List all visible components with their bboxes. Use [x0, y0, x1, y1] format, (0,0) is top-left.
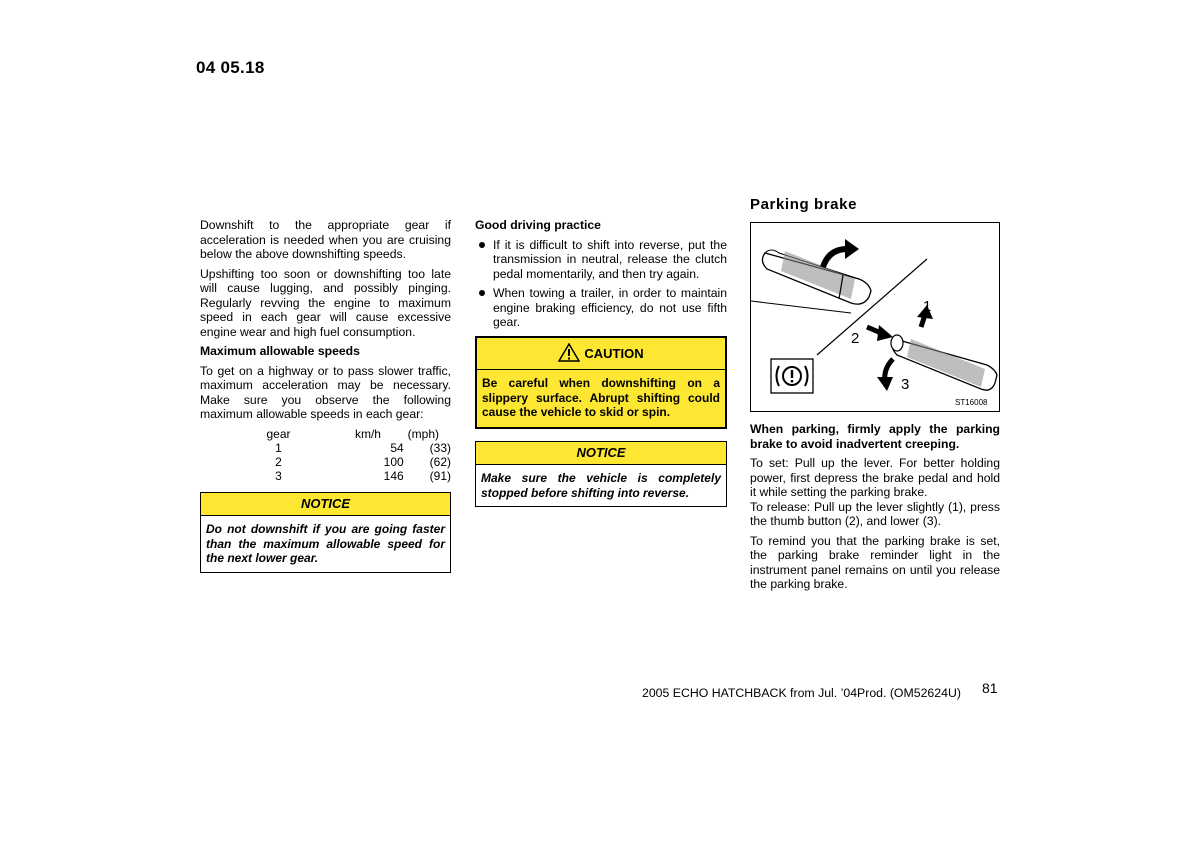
table-row — [240, 455, 451, 469]
table-cell-gear: 1 — [275, 440, 282, 455]
subheading-good-driving: Good driving practice — [475, 218, 601, 232]
paragraph-reminder: To remind you that the parking brake is set, the parking brake reminder light in the instrument panel remains on until you release the parking brake. — [750, 533, 1000, 591]
warning-triangle-icon — [558, 343, 580, 366]
page-code: 04 05.18 — [196, 58, 265, 77]
notice-body: Do not downshift if you are going faster than the maximum allowable speed for the next lower gear. — [206, 522, 445, 566]
paragraph-to-set: To set: Pull up the lever. For better holding power, first depress the brake pedal and hold it while setting the parking brake. — [750, 456, 1000, 499]
footer-model-info: 2005 ECHO HATCHBACK from Jul. ’04Prod. (OM52624U) — [642, 686, 961, 700]
table-header-kmh: km/h — [354, 426, 381, 441]
figure-label-1: 1 — [923, 298, 932, 315]
table-cell-gear: 3 — [275, 469, 282, 484]
table-row — [240, 469, 451, 483]
bullet-list — [475, 238, 727, 330]
table-cell-mph: (91) — [429, 469, 451, 484]
column-middle — [475, 218, 727, 507]
speed-table — [240, 427, 451, 484]
notice-box-reverse — [475, 441, 727, 508]
paragraph-upshift: Upshifting too soon or downshifting too late will cause lugging, and possibly pinging. Regularly revving the engine to maximum speed in each gear will cause excessive engine wear and high fuel consumption. — [200, 266, 451, 339]
parking-brake-lead: When parking, firmly apply the parking brake to avoid inadvertent creeping. — [750, 422, 1000, 451]
column-right-text — [750, 422, 1000, 597]
table-cell-kmh: 54 — [390, 440, 404, 455]
paragraph-downshift: Downshift to the appropriate gear if acceleration is needed when you are cruising below the above downshifting speeds. — [200, 218, 451, 261]
table-cell-kmh: 100 — [383, 455, 404, 470]
notice-title: NOTICE — [476, 442, 726, 466]
bullet-icon — [479, 242, 485, 248]
table-cell-mph: (62) — [429, 455, 451, 470]
page-number: 81 — [982, 680, 998, 696]
caution-box — [475, 336, 727, 429]
list-item — [475, 238, 727, 282]
table-cell-kmh: 146 — [383, 469, 404, 484]
figure-label-3: 3 — [901, 376, 910, 393]
list-item-text: If it is difficult to shift into reverse, put the transmission in neutral, release the clutch pedal momentarily, and then try again. — [493, 237, 727, 281]
list-item-text: When towing a trailer, in order to maintain engine braking efficiency, do not use fifth gear. — [493, 286, 727, 329]
notice-title: NOTICE — [201, 493, 450, 517]
notice-box-downshift — [200, 492, 451, 573]
list-item — [475, 286, 727, 330]
table-cell-gear: 2 — [275, 455, 282, 470]
paragraph-highway: To get on a highway or to pass slower traffic, maximum acceleration may be necessary. Make sure you observe the following maximum allowable speeds in each gear: — [200, 363, 451, 421]
section-title-parking-brake: Parking brake — [750, 196, 858, 213]
table-row — [240, 441, 451, 455]
column-left — [200, 218, 451, 573]
figure-code: ST16008 — [955, 398, 988, 407]
caution-title: CAUTION — [584, 345, 644, 361]
table-header-mph: (mph) — [407, 426, 440, 441]
figure-label-2: 2 — [851, 330, 860, 347]
table-header-gear: gear — [266, 426, 291, 441]
bullet-icon — [479, 290, 485, 296]
parking-brake-illustration — [750, 222, 1000, 412]
caution-body: Be careful when downshifting on a slippery surface. Abrupt shifting could cause the vehicle to skid or spin. — [482, 376, 720, 419]
paragraph-to-release: To release: Pull up the lever slightly (1), press the thumb button (2), and lower (3). — [750, 499, 1000, 528]
caution-header — [477, 338, 725, 371]
subheading-max-speeds: Maximum allowable speeds — [200, 344, 360, 358]
notice-body: Make sure the vehicle is completely stopped before shifting into reverse. — [481, 471, 721, 500]
table-cell-mph: (33) — [429, 440, 451, 455]
